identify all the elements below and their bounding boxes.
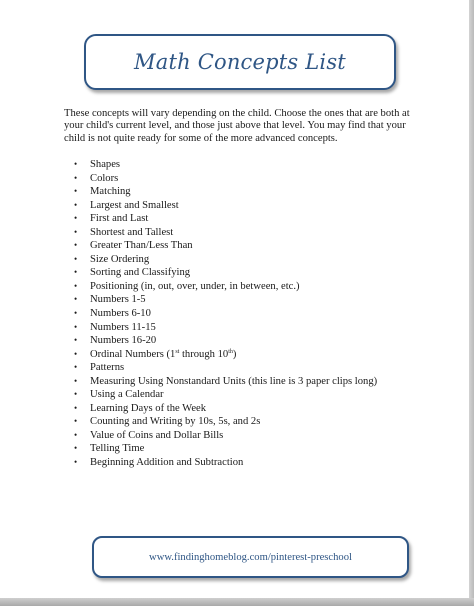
bullet-icon: • xyxy=(74,457,78,468)
list-item xyxy=(72,172,377,186)
list-item xyxy=(72,415,377,429)
list-item-label: Numbers 16-20 xyxy=(90,335,157,347)
bullet-icon: • xyxy=(74,267,78,278)
page-shadow-right xyxy=(469,0,474,606)
list-item xyxy=(72,253,377,267)
bullet-icon: • xyxy=(74,429,78,440)
list-item-label: Positioning (in, out, over, under, in between, etc.) xyxy=(90,280,300,292)
list-item-label: Size Ordering xyxy=(90,253,150,265)
list-item xyxy=(72,321,377,335)
list-item xyxy=(72,266,377,280)
list-item xyxy=(72,456,377,470)
bullet-icon: • xyxy=(74,159,78,169)
list-item xyxy=(72,307,377,321)
page-shadow-bottom xyxy=(0,598,474,606)
list-item xyxy=(72,334,377,348)
url-link[interactable]: www.findinghomeblog.com/pinterest-preschool xyxy=(149,551,352,563)
list-item-label: Patterns xyxy=(90,362,125,374)
list-item xyxy=(72,212,377,226)
list-item-label: Telling Time xyxy=(90,443,145,455)
list-item xyxy=(72,375,377,389)
bullet-icon: • xyxy=(74,321,78,332)
list-item-label: Largest and Smallest xyxy=(90,199,179,211)
list-item xyxy=(72,185,377,199)
intro-paragraph: These concepts will vary depending on the child. Choose the ones that are both at your child's current level, and those just above that level. You may find that your child is not quite ready for some of the more advanced concepts. xyxy=(64,108,410,144)
bullet-icon: • xyxy=(74,186,78,197)
ordinal-suffix: st xyxy=(175,348,180,355)
bullet-icon: • xyxy=(74,389,78,400)
bullet-icon: • xyxy=(74,308,78,319)
list-item-label: Matching xyxy=(90,186,131,198)
url-box xyxy=(92,536,409,578)
bullet-icon: • xyxy=(74,199,78,210)
list-item xyxy=(72,226,377,240)
title-box xyxy=(84,34,396,90)
list-item-label: Learning Days of the Week xyxy=(90,402,207,414)
bullet-icon: • xyxy=(74,348,78,359)
bullet-icon: • xyxy=(74,213,78,224)
list-item-label: Shortest and Tallest xyxy=(90,226,174,238)
bullet-icon: • xyxy=(74,402,78,413)
list-item xyxy=(72,402,377,416)
bullet-icon: • xyxy=(74,280,78,291)
list-item xyxy=(72,442,377,456)
list-item xyxy=(72,388,377,402)
list-item-label: Numbers 11-15 xyxy=(90,321,156,333)
bullet-icon: • xyxy=(74,253,78,264)
concept-list xyxy=(72,158,377,470)
list-item-label: Colors xyxy=(90,172,119,184)
bullet-icon: • xyxy=(74,443,78,454)
ordinal-suffix: th xyxy=(228,348,233,355)
list-item-label: Beginning Addition and Subtraction xyxy=(90,457,244,469)
list-item xyxy=(72,239,377,253)
list-item xyxy=(72,429,377,443)
bullet-icon: • xyxy=(74,240,78,251)
list-item xyxy=(72,158,377,172)
list-item-label: Value of Coins and Dollar Bills xyxy=(90,429,224,441)
list-item-label: Measuring Using Nonstandard Units (this line is 3 paper clips long) xyxy=(90,375,378,387)
list-item-label: Sorting and Classifying xyxy=(90,267,191,279)
bullet-icon: • xyxy=(74,416,78,427)
bullet-icon: • xyxy=(74,172,78,183)
bullet-icon: • xyxy=(74,335,78,346)
list-item-label: Numbers 6-10 xyxy=(90,308,151,320)
list-item xyxy=(72,348,377,362)
list-item-label: Numbers 1-5 xyxy=(90,294,146,306)
list-item xyxy=(72,199,377,213)
list-item-label: Using a Calendar xyxy=(90,389,164,401)
list-item-label: Shapes xyxy=(90,159,121,170)
list-item-label: First and Last xyxy=(90,213,149,225)
bullet-icon: • xyxy=(74,375,78,386)
bullet-icon: • xyxy=(74,226,78,237)
list-item xyxy=(72,280,377,294)
list-item-label: Counting and Writing by 10s, 5s, and 2s xyxy=(90,416,261,428)
list-item-label: Ordinal Numbers (1st through 10th) xyxy=(90,348,237,360)
list-item-label: Greater Than/Less Than xyxy=(90,240,193,252)
page-title: Math Concepts List xyxy=(134,50,346,74)
bullet-icon: • xyxy=(74,362,78,373)
bullet-icon: • xyxy=(74,294,78,305)
list-item xyxy=(72,361,377,375)
list-item xyxy=(72,293,377,307)
